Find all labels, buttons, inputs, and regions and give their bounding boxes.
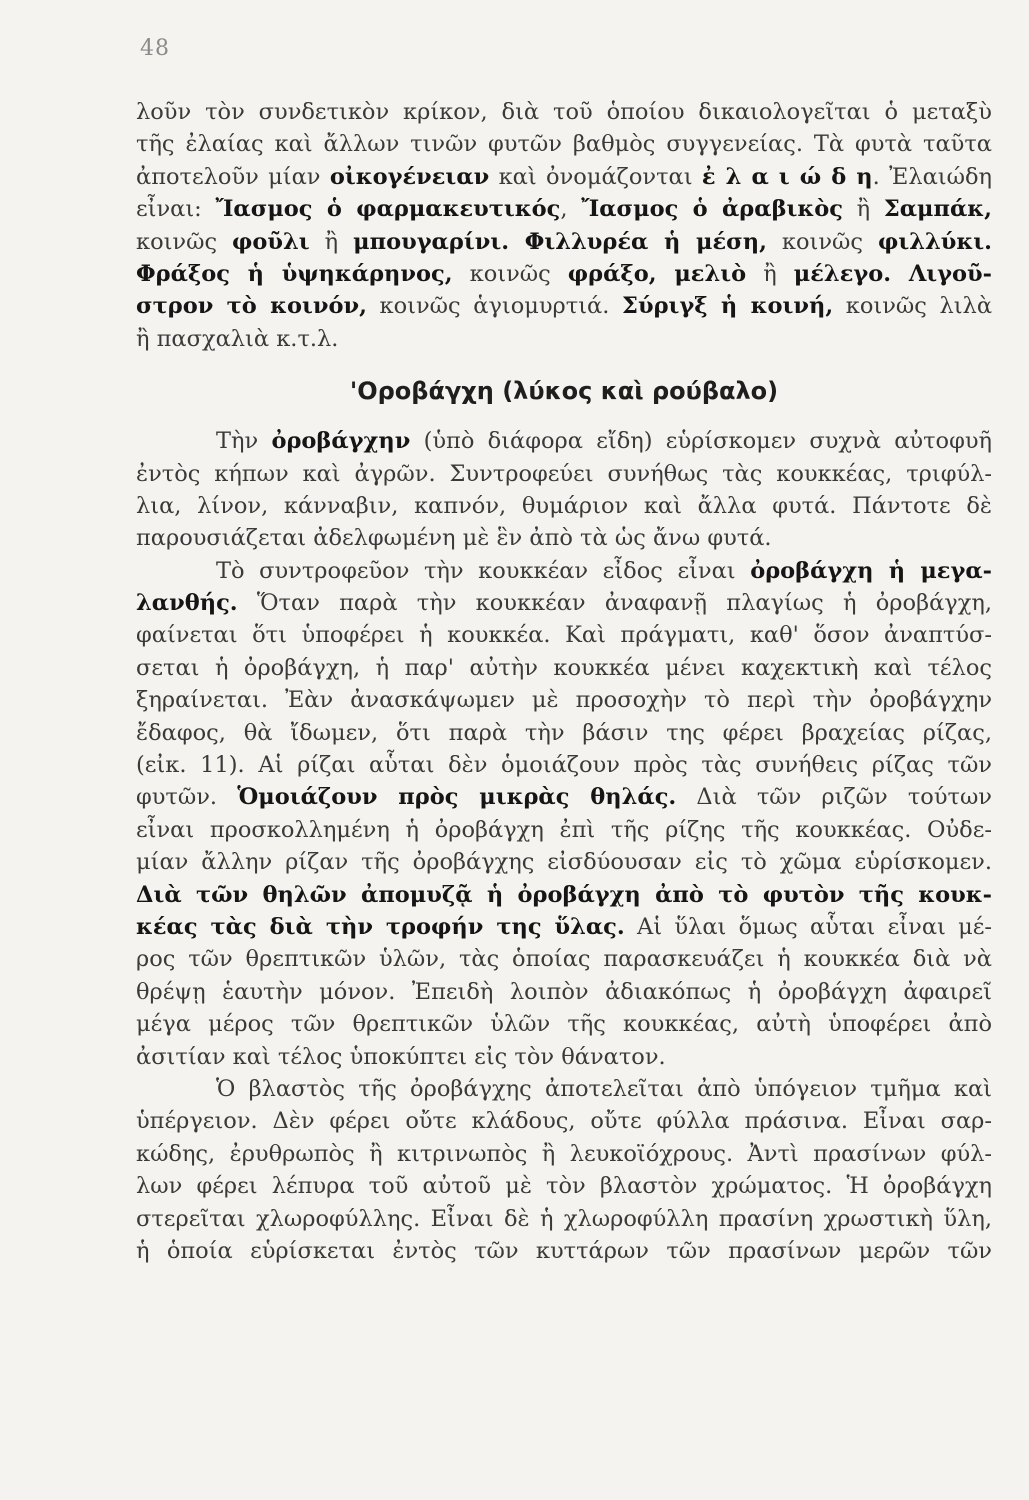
bold-text: φιλλύκι.	[877, 228, 992, 255]
text-line	[136, 458, 992, 490]
bold-text: Σύριγξ ἡ κοινή,	[622, 293, 834, 320]
text-line	[136, 587, 992, 619]
text-line	[136, 1008, 992, 1040]
bold-text: Διὰ τῶν θηλῶν ἀπομυζᾷ ἡ ὀροβάγχη ἀπὸ τὸ φυτὸν τῆς κουκ-	[136, 881, 992, 908]
text-line	[136, 290, 992, 322]
text-run: μίαν ἄλλην ρίζαν τῆς ὀροβάγχης εἰσδύουσαν εἰς τὸ χῶμα εὑρίσκομεν.	[136, 849, 992, 876]
text-run: κοινῶς λιλὰ	[833, 293, 993, 320]
text-run: κώδης, ἐρυθρωπὸς ἢ κιτρινωπὸς ἢ λευκοϊόχρους. Ἀντὶ πρασίνων φύλ-	[136, 1140, 992, 1167]
text-line	[136, 684, 992, 716]
text-run: καὶ ὀνομάζονται	[489, 163, 702, 190]
text-line	[136, 976, 992, 1008]
text-line	[136, 1073, 992, 1105]
paragraph-before-heading	[136, 96, 992, 355]
bold-text: οἰκογένειαν	[329, 163, 490, 190]
text-line	[136, 879, 992, 911]
text-run: λων φέρει λέπυρα τοῦ αὐτοῦ μὲ τὸν βλαστὸν χρώματος. Ἡ ὀροβάγχη	[136, 1173, 992, 1200]
text-run: λια, λίνον, κάνναβιν, καπνόν, θυμάριον καὶ ἄλλα φυτά. Πάντοτε δὲ	[136, 492, 992, 519]
text-line	[136, 490, 992, 522]
page-number: 48	[140, 36, 170, 61]
bold-text: κέας τὰς διὰ τὴν τροφήν της ὕλας.	[136, 913, 625, 940]
bold-text: φοῦλι	[232, 228, 310, 255]
text-run: ἡ ὁποία εὑρίσκεται ἐντὸς τῶν κυττάρων τῶν πρασίνων μερῶν τῶν	[136, 1237, 992, 1264]
text-line	[136, 814, 992, 846]
text-run: ξηραίνεται. Ἐὰν ἀνασκάψωμεν μὲ προσοχὴν τὸ περὶ τὴν ὀροβάγχην	[136, 687, 992, 714]
bold-text: Φράξος ἡ ὑψηκάρηνος,	[136, 260, 453, 287]
text-run: θρέψῃ ἑαυτὴν μόνον. Ἐπειδὴ λοιπὸν ἀδιακόπως ἡ ὀροβάγχη ἀφαιρεῖ	[136, 978, 992, 1005]
text-run: σεται ἡ ὀροβάγχη, ἡ παρ' αὐτὴν κουκκέα μένει καχεκτικὴ καὶ τέλος	[136, 654, 992, 681]
text-line	[136, 161, 992, 193]
text-run: φυτῶν.	[136, 784, 238, 811]
bold-text: Ἴασμος ὁ ἀραβικὸς	[581, 196, 843, 223]
text-line	[136, 522, 992, 554]
text-run: Τὸ συντροφεῦον τὴν κουκκέαν εἶδος εἶναι	[216, 557, 751, 584]
text-run: Αἱ ὕλαι ὅμως αὗται εἶναι μέ-	[624, 913, 992, 940]
text-run: ἢ	[842, 196, 884, 223]
bold-text: μέλεγο. Λιγοῦ-	[793, 260, 992, 287]
text-line	[136, 781, 992, 813]
text-line	[136, 96, 992, 128]
text-run: παρουσιάζεται ἀδελφωμένη μὲ ἓν ἀπὸ τὰ ὡς ἄνω φυτά.	[136, 525, 772, 552]
text-run: ,	[560, 196, 582, 223]
text-line	[136, 425, 992, 457]
text-line	[136, 193, 992, 225]
bold-text: λανθής.	[136, 590, 238, 617]
bold-text: ὀροβάγχη ἡ μεγα-	[750, 557, 992, 584]
bold-text: στρον τὸ κοινόν,	[136, 293, 367, 320]
text-run: Ὁ βλαστὸς τῆς ὀροβάγχης ἀποτελεῖται ἀπὸ ὑπόγειον τμῆμα καὶ	[216, 1075, 992, 1102]
paragraphs-after-heading	[136, 425, 992, 1267]
text-line	[136, 128, 992, 160]
body-text	[136, 96, 992, 1267]
section-heading: 'Οροβάγχη (λύκος καὶ ρούβαλο)	[349, 377, 779, 406]
text-line	[136, 1203, 992, 1235]
text-run: κοινῶς	[766, 228, 878, 255]
text-run: κοινῶς	[136, 228, 233, 255]
text-run: ρος τῶν θρεπτικῶν ὑλῶν, τὰς ὁποίας παρασκευάζει ἡ κουκκέα διὰ νὰ	[136, 946, 992, 973]
text-run: λοῦν τὸν συνδετικὸν κρίκον, διὰ τοῦ ὁποίου δικαιολογεῖται ὁ μεταξὺ	[136, 99, 992, 125]
text-run: ἐντὸς κήπων καὶ ἀγρῶν. Συντροφεύει συνήθως τὰς κουκκέας, τριφύλ-	[136, 460, 992, 487]
text-line	[136, 555, 992, 587]
text-line	[136, 749, 992, 781]
text-run: φαίνεται ὅτι ὑποφέρει ἡ κουκκέα. Καὶ πράγματι, καθ' ὅσον ἀναπτύσ-	[136, 622, 992, 649]
text-run: κοινῶς ἁγιομυρτιά.	[366, 293, 623, 320]
text-run: κοινῶς	[452, 260, 568, 287]
text-run: ἢ πασχαλιὰ κ.τ.λ.	[136, 325, 339, 352]
text-run: εἶναι:	[136, 196, 216, 223]
text-run: εἶναι προσκολλημένη ἡ ὀροβάγχη ἐπὶ τῆς ρίζης τῆς κουκκέας. Οὐδε-	[136, 816, 992, 843]
text-run: στερεῖται χλωροφύλλης. Εἶναι δὲ ἡ χλωροφύλλη πρασίνη χρωστικὴ ὕλη,	[136, 1205, 992, 1232]
text-line	[136, 943, 992, 975]
text-line	[136, 1235, 992, 1267]
text-run: ἀποτελοῦν μίαν	[136, 163, 330, 190]
bold-text: Ἴασμος ὁ φαρμακευτικός	[215, 196, 561, 223]
bold-text: Σαμπάκ,	[883, 196, 992, 223]
text-run: Ὅταν παρὰ τὴν κουκκέαν ἀναφανῇ πλαγίως ἡ ὀροβάγχη,	[237, 590, 992, 617]
text-run: τῆς ἐλαίας καὶ ἄλλων τινῶν φυτῶν βαθμὸς συγγενείας. Τὰ φυτὰ ταῦτα	[136, 131, 992, 158]
text-run: ἢ	[309, 228, 354, 255]
text-line	[136, 323, 992, 355]
text-run: ἢ	[746, 260, 794, 287]
bold-text: μπουγαρίνι. Φιλλυρέα ἡ μέση,	[353, 228, 767, 255]
text-line	[136, 258, 992, 290]
text-line	[136, 1041, 992, 1073]
text-run: Τὴν	[216, 428, 272, 455]
text-line	[136, 1138, 992, 1170]
text-line	[136, 1170, 992, 1202]
text-line	[136, 911, 992, 943]
text-line	[136, 226, 992, 258]
text-line	[136, 717, 992, 749]
text-run: . Ἐλαιώδη	[872, 163, 992, 190]
bold-text: ὀροβάγχην	[271, 428, 411, 455]
bold-text: φράξο, μελιὸ	[567, 260, 747, 287]
text-run: ὑπέργειον. Δὲν φέρει οὔτε κλάδους, οὔτε φύλλα πράσινα. Εἶναι σαρ-	[136, 1108, 992, 1135]
bold-text: ἐ λ α ι ώ δ η	[701, 163, 873, 190]
text-run: Διὰ τῶν ριζῶν τούτων	[676, 784, 992, 811]
bold-text: Ὁμοιάζουν πρὸς μικρὰς θηλάς.	[237, 784, 677, 811]
text-line	[136, 652, 992, 684]
text-run: ἔδαφος, θὰ ἴδωμεν, ὅτι παρὰ τὴν βάσιν της φέρει βραχείας ρίζας,	[136, 719, 992, 746]
text-line	[136, 619, 992, 651]
text-line	[136, 846, 992, 878]
text-run: (εἰκ. 11). Αἱ ρίζαι αὗται δὲν ὁμοιάζουν πρὸς τὰς συνήθεις ρίζας τῶν	[136, 752, 992, 779]
text-run: μέγα μέρος τῶν θρεπτικῶν ὑλῶν τῆς κουκκέας, αὐτὴ ὑποφέρει ἀπὸ	[136, 1011, 992, 1038]
text-run: ἀσιτίαν καὶ τέλος ὑποκύπτει εἰς τὸν θάνατον.	[136, 1043, 666, 1070]
text-line	[136, 1105, 992, 1137]
text-run: (ὑπὸ διάφορα εἴδη) εὑρίσκομεν συχνὰ αὐτοφυῆ	[410, 428, 992, 455]
